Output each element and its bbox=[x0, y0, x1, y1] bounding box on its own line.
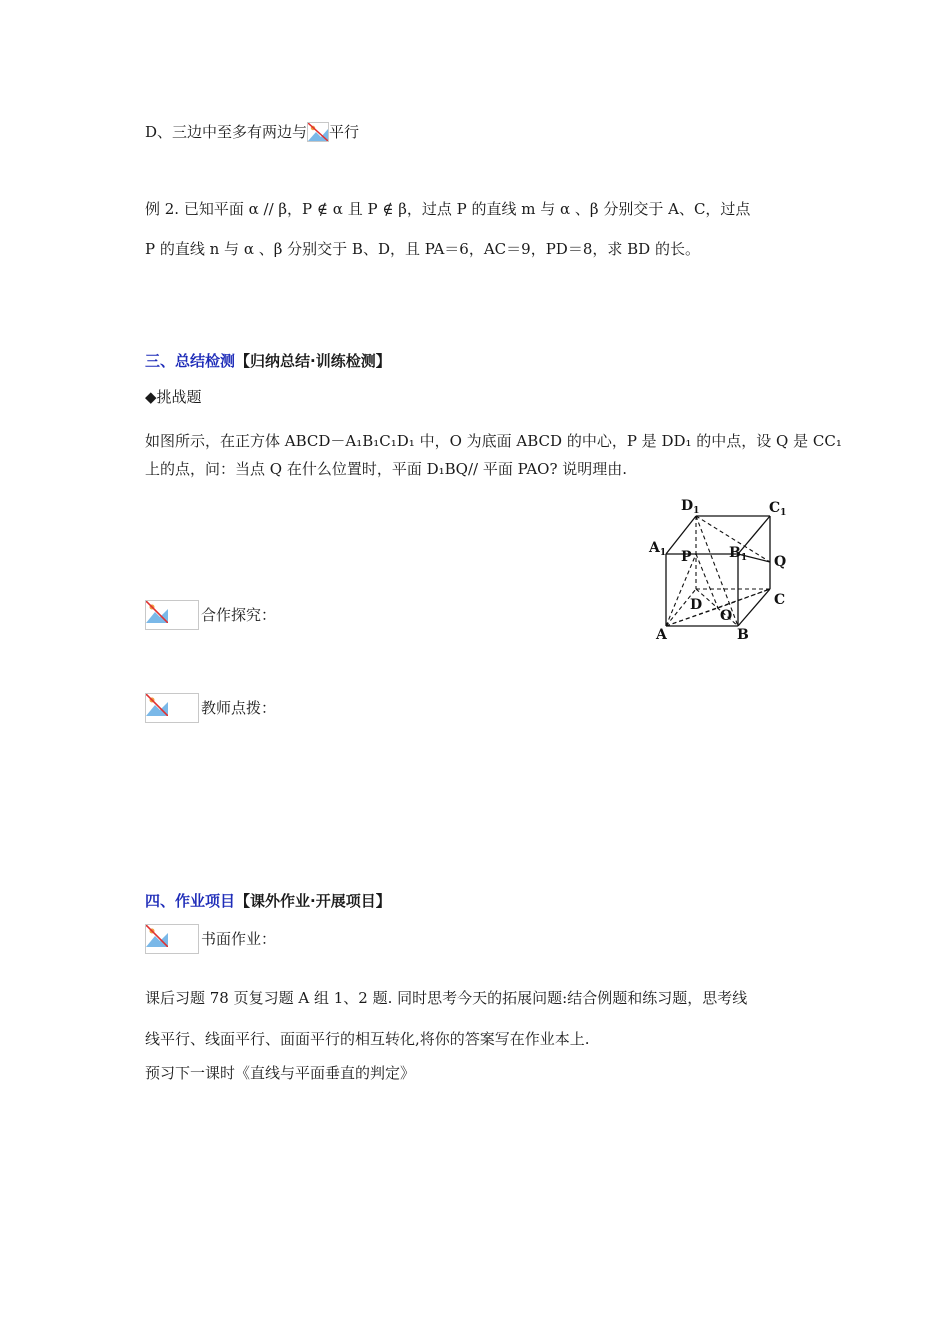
section3-heading bbox=[145, 350, 391, 372]
label-o: O bbox=[720, 608, 733, 624]
broken-image-icon bbox=[145, 600, 199, 630]
teacher-label: 教师点拨： bbox=[201, 699, 277, 717]
section4-title: 四、作业项目 bbox=[145, 892, 236, 910]
label-p: P bbox=[681, 549, 692, 565]
section4-bracket: 【课外作业·开展项目】 bbox=[235, 892, 391, 910]
teacher-row bbox=[145, 693, 276, 723]
label-b1: $B_1$ bbox=[729, 545, 748, 563]
label-q: Q bbox=[774, 554, 787, 570]
broken-image-icon bbox=[145, 924, 199, 954]
problem-line2: 上的点，问：当点 Q 在什么位置时，平面 D₁BQ// 平面 PAO? 说明理由. bbox=[145, 460, 628, 478]
preview-line: 预习下一课时《直线与平面垂直的判定》 bbox=[145, 1064, 416, 1082]
cube-solid-edges bbox=[666, 516, 770, 626]
challenge-label: ◆挑战题 bbox=[145, 388, 202, 406]
section3-bracket: 【归纳总结·训练检测】 bbox=[235, 352, 391, 370]
homework-line2: 线平行、线面平行、面面平行的相互转化,将你的答案写在作业本上. bbox=[145, 1030, 590, 1048]
cooperate-row bbox=[145, 600, 276, 630]
broken-image-icon bbox=[307, 122, 329, 142]
problem-line1: 如图所示，在正方体 ABCD－A₁B₁C₁D₁ 中，O 为底面 ABCD 的中心，P 是 DD₁ 的中点，设 Q 是 CC₁ bbox=[145, 432, 842, 450]
written-label: 书面作业： bbox=[201, 930, 277, 948]
label-c: C bbox=[774, 592, 786, 608]
example2-line2: P 的直线 n 与 α 、β 分别交于 B、D，且 PA＝6，AC＝9，PD＝8，求 BD 的长。 bbox=[145, 240, 700, 258]
label-d1: $D_1$ bbox=[681, 498, 700, 516]
label-b: B bbox=[737, 627, 749, 643]
homework-line1: 课后习题 78 页复习题 A 组 1、2 题. 同时思考今天的拓展问题:结合例题和练习题，思考线 bbox=[145, 989, 748, 1007]
option-d-line bbox=[145, 121, 359, 143]
label-a1: $A_1$ bbox=[649, 540, 667, 558]
label-d: D bbox=[690, 597, 703, 613]
example2-line1: 例 2. 已知平面 α // β，P ∉ α 且 P ∉ β，过点 P 的直线 m 与 α 、β 分别交于 A、C，过点 bbox=[145, 200, 751, 218]
option-d-text-after: 平行 bbox=[329, 123, 360, 141]
label-a: A bbox=[656, 627, 667, 643]
label-c1: $C_1$ bbox=[769, 500, 787, 518]
section4-heading bbox=[145, 890, 391, 912]
option-d-text: D、三边中至多有两边与 bbox=[145, 123, 308, 141]
cube-figure bbox=[648, 494, 798, 644]
section3-title: 三、总结检测 bbox=[145, 352, 236, 370]
cooperate-label: 合作探究： bbox=[201, 606, 277, 624]
written-row bbox=[145, 924, 276, 954]
broken-image-icon bbox=[145, 693, 199, 723]
cube-dashed-edges bbox=[666, 516, 770, 626]
